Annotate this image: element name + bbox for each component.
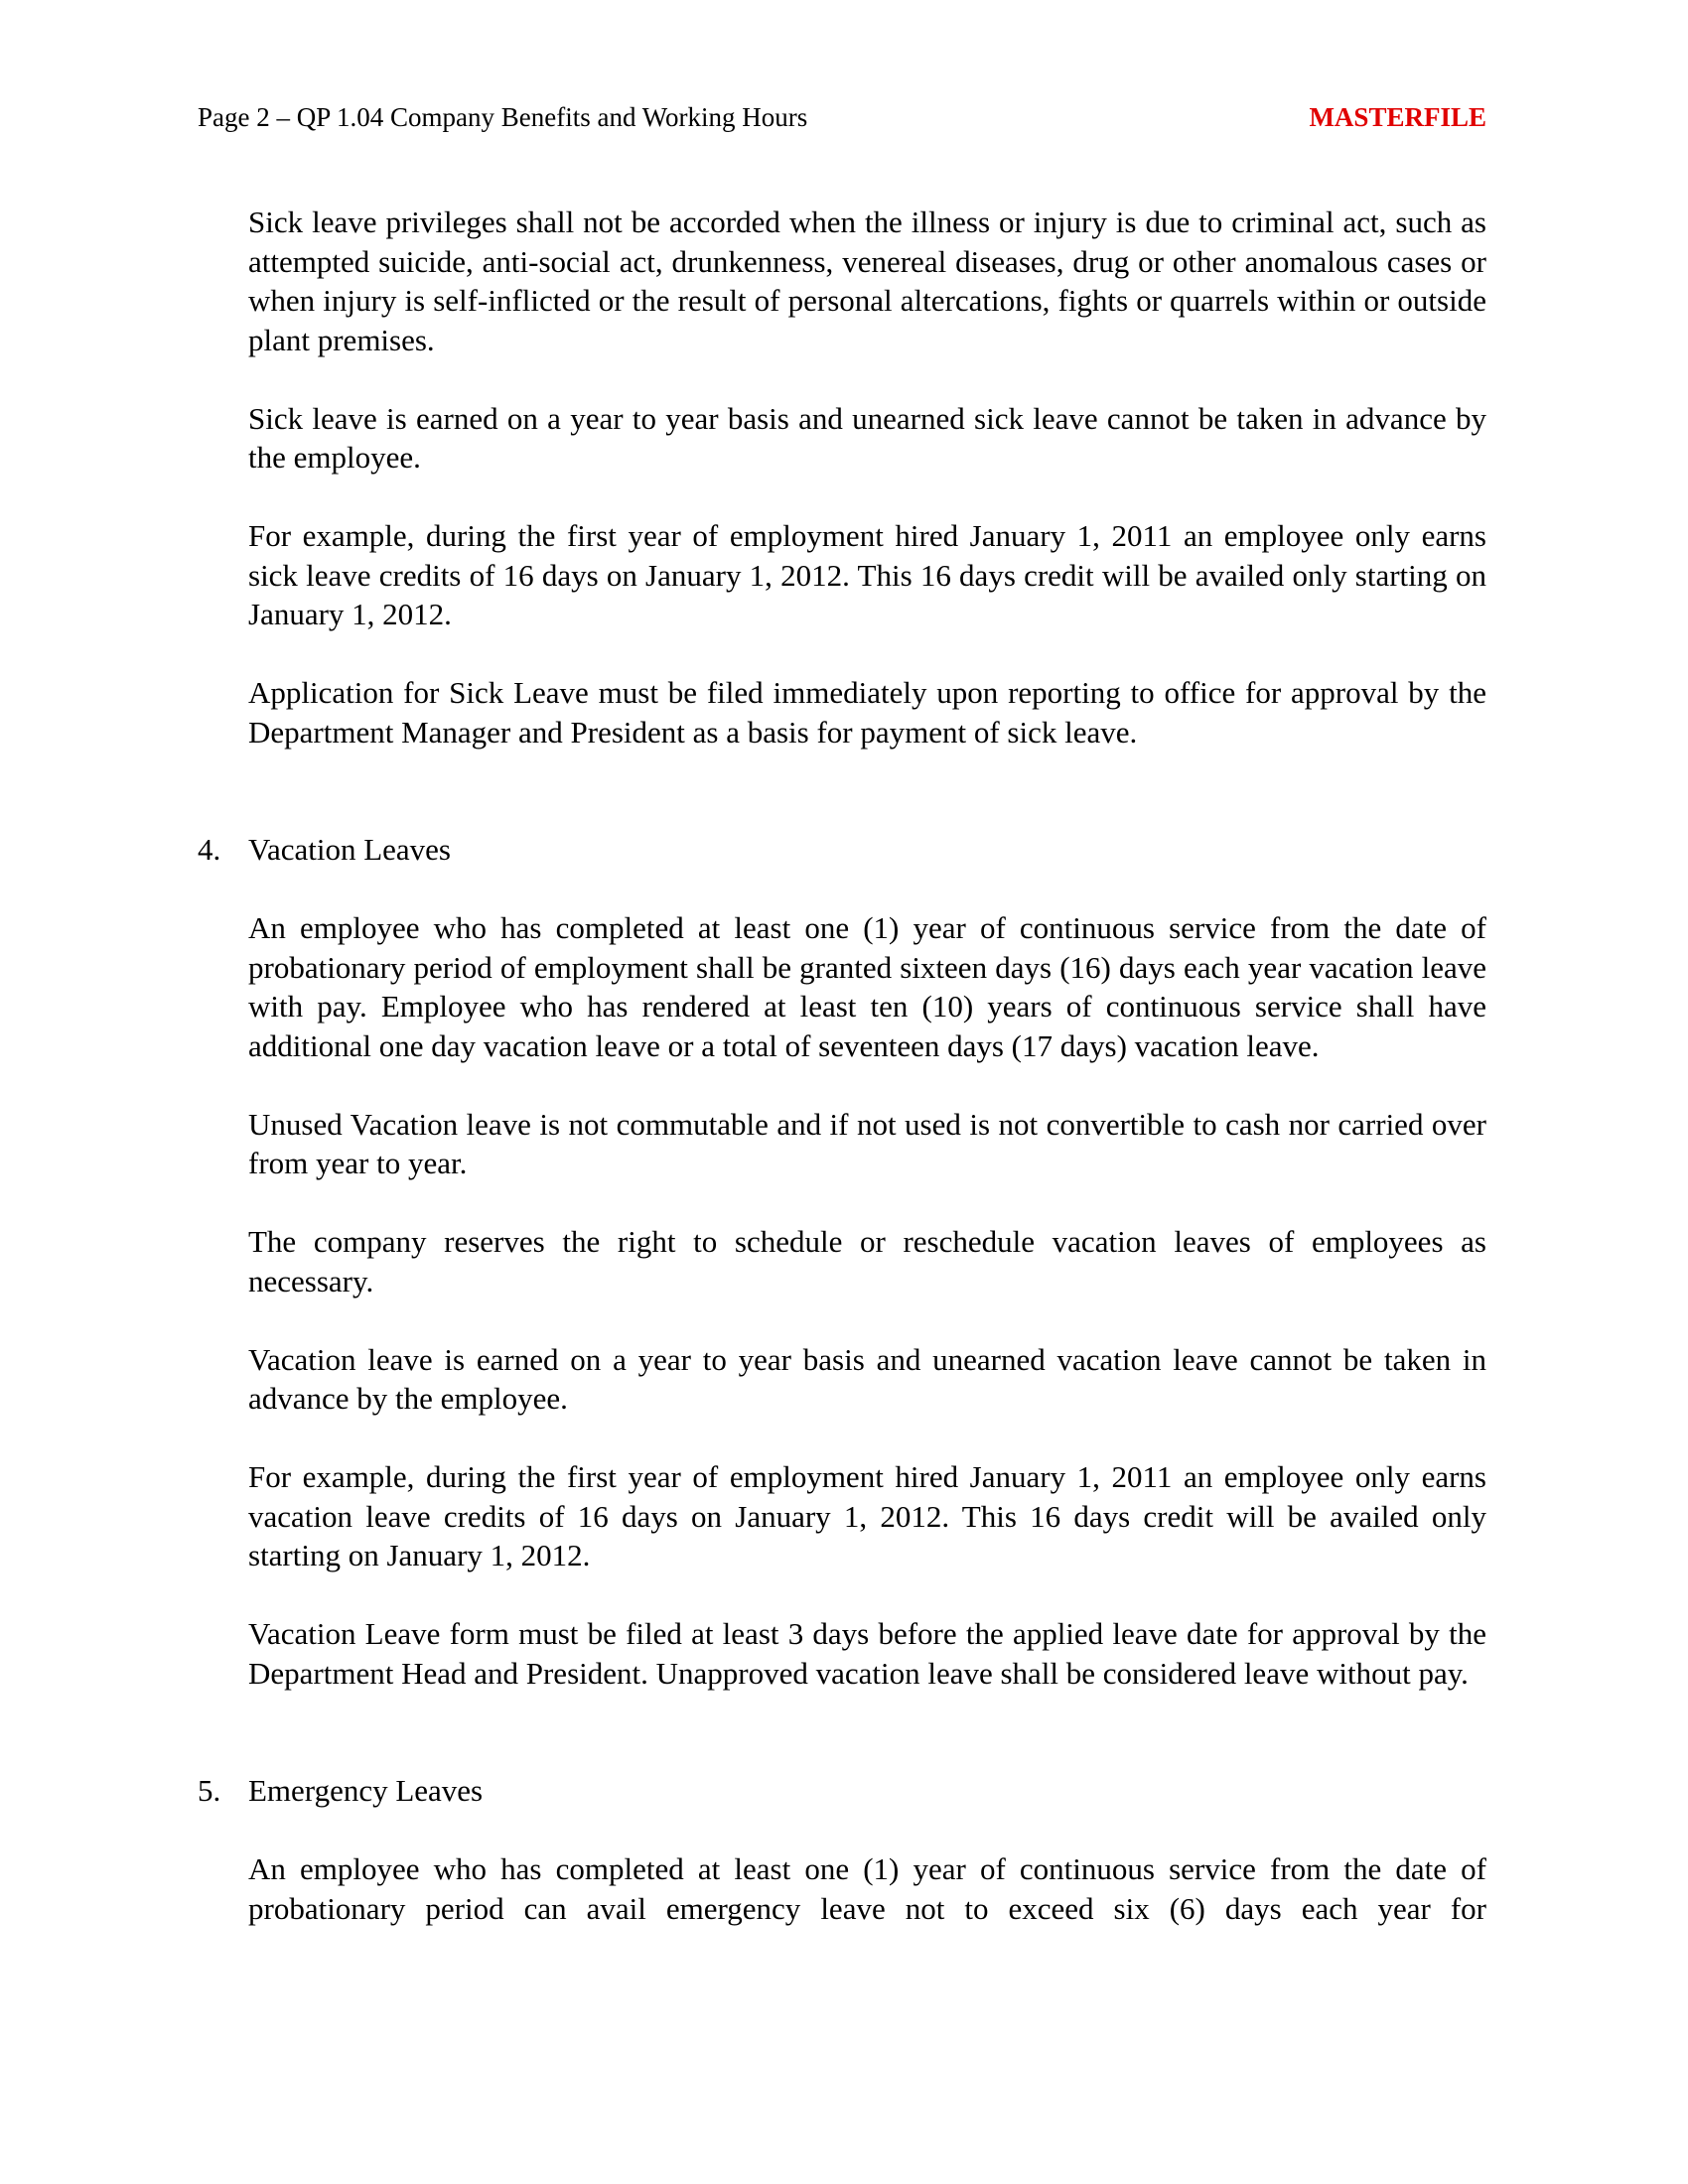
paragraph-sick-leave-application: Application for Sick Leave must be filed immediately upon reporting to office for approval by the Department Manager and President as a basis for payment of sick leave. — [248, 675, 1486, 750]
masterfile-label: MASTERFILE — [1309, 102, 1486, 132]
paragraph-vacation-unused: Unused Vacation leave is not commutable and if not used is not convertible to cash nor carried over from year to year. — [248, 1106, 1486, 1180]
paragraph-emergency-entitlement: An employee who has completed at least one (1) year of continuous service from the date of probationary period can avail emergency leave not to exceed six (6) days each year for — [248, 1851, 1486, 1926]
paragraph-vacation-entitlement: An employee who has completed at least one (1) year of continuous service from the date of probationary period of employment shall be granted sixteen days (16) days each year vacation leave with pay. Employee who has rendered at least ten (10) years of continuous service shall have additional one day vacation leave or a total of seventeen days (17 days) vacation leave. — [248, 910, 1486, 1063]
paragraph-sick-leave-basis: Sick leave is earned on a year to year basis and unearned sick leave cannot be taken in advance by the employee. — [248, 400, 1486, 475]
section-number: 5. — [198, 1773, 221, 1808]
paragraph-vacation-form: Vacation Leave form must be filed at least 3 days before the applied leave date for approval by the Department Head and President. Unapproved vacation leave shall be considered leave without pay. — [248, 1616, 1486, 1691]
section-heading-emergency-leaves — [198, 1771, 1486, 1811]
paragraph-sick-leave-example: For example, during the first year of employment hired January 1, 2011 an employee only earns sick leave credits of 16 days on January 1, 2012. This 16 days credit will be availed only starting on January 1, 2012. — [248, 518, 1486, 631]
section-title: Emergency Leaves — [248, 1773, 484, 1808]
page-header — [198, 100, 1486, 134]
header-title: Page 2 – QP 1.04 Company Benefits and Working Hours — [198, 102, 808, 132]
document-body — [198, 203, 1486, 1968]
section-number: 4. — [198, 832, 221, 867]
paragraph-vacation-basis: Vacation leave is earned on a year to year basis and unearned vacation leave cannot be taken in advance by the employee. — [248, 1341, 1486, 1416]
paragraph-vacation-schedule: The company reserves the right to schedule or reschedule vacation leaves of employees as necessary. — [248, 1224, 1486, 1298]
section-heading-vacation-leaves — [198, 830, 1486, 870]
section-title: Vacation Leaves — [248, 832, 451, 867]
paragraph-sick-leave-exclusions: Sick leave privileges shall not be accorded when the illness or injury is due to criminal act, such as attempted suicide, anti-social act, drunkenness, venereal diseases, drug or other anomalous cases or when injury is self-inflicted or the result of personal altercations, fights or quarrels within or outside plant premises. — [248, 205, 1486, 357]
paragraph-vacation-example: For example, during the first year of employment hired January 1, 2011 an employee only earns vacation leave credits of 16 days on January 1, 2012. This 16 days credit will be availed only starting on January 1, 2012. — [248, 1459, 1486, 1572]
